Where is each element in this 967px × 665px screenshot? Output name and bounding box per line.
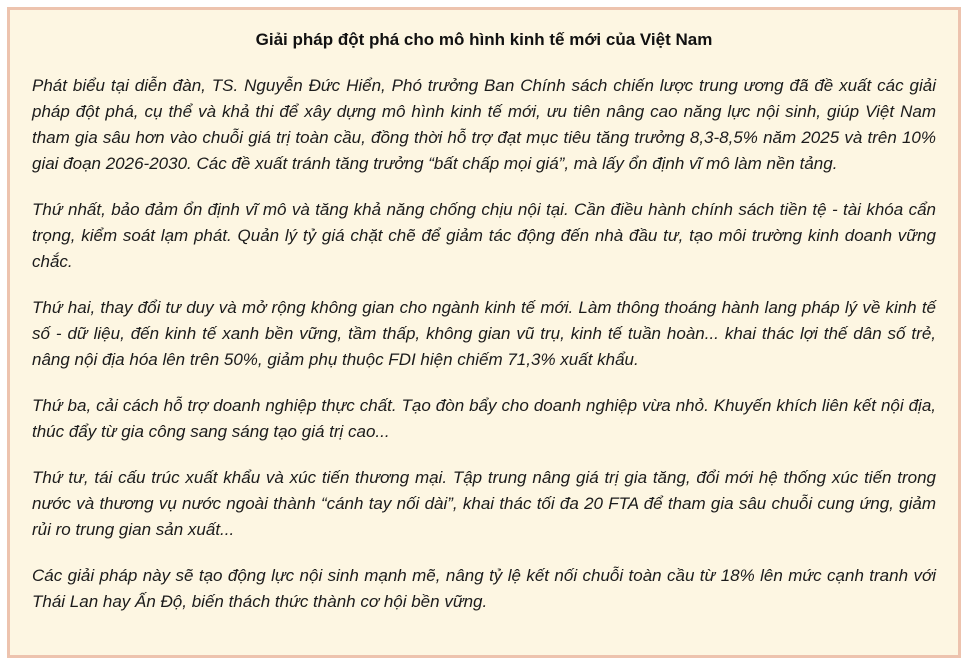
article-paragraph-third-solution: Thứ ba, cải cách hỗ trợ doanh nghiệp thực chất. Tạo đòn bẩy cho doanh nghiệp vừa nhỏ. Khuyến khích liên kết nội địa, thúc đẩy từ gia công sang sáng tạo giá trị cao... <box>32 396 936 441</box>
article-title: Giải pháp đột phá cho mô hình kinh tế mới của Việt Nam <box>255 30 713 49</box>
article-paragraph-conclusion: Các giải pháp này sẽ tạo động lực nội sinh mạnh mẽ, nâng tỷ lệ kết nối chuỗi toàn cầu từ 18% lên mức cạnh tranh với Thái Lan hay Ấn Độ, biến thách thức thành cơ hội bền vững. <box>32 566 936 611</box>
article-paragraph-second-solution: Thứ hai, thay đổi tư duy và mở rộng không gian cho ngành kinh tế mới. Làm thông thoáng hành lang pháp lý về kinh tế số - dữ liệu, đến kinh tế xanh bền vững, tầm thấp, không gian vũ trụ, kinh tế tuần hoàn... khai thác lợi thế dân số trẻ, nâng nội địa hóa lên trên 50%, giảm phụ thuộc FDI hiện chiếm 71,3% xuất khẩu. <box>32 298 936 369</box>
article-panel <box>7 7 961 658</box>
article-paragraph-fourth-solution: Thứ tư, tái cấu trúc xuất khẩu và xúc tiến thương mại. Tập trung nâng giá trị gia tăng, đổi mới hệ thống xúc tiến trong nước và thương vụ nước ngoài thành “cánh tay nối dài”, khai thác tối đa 20 FTA để tham gia sâu chuỗi cung ứng, giảm rủi ro trung gian sản xuất... <box>32 468 936 539</box>
article-paragraph-first-solution: Thứ nhất, bảo đảm ổn định vĩ mô và tăng khả năng chống chịu nội tại. Cần điều hành chính sách tiền tệ - tài khóa cẩn trọng, kiểm soát lạm phát. Quản lý tỷ giá chặt chẽ để giảm tác động đến nhà đầu tư, tạo môi trường kinh doanh vững chắc. <box>32 200 936 271</box>
article-paragraph-intro: Phát biểu tại diễn đàn, TS. Nguyễn Đức Hiển, Phó trưởng Ban Chính sách chiến lược trung ương đã đề xuất các giải pháp đột phá, cụ thể và khả thi để xây dựng mô hình kinh tế mới, ưu tiên nâng cao năng lực nội sinh, giúp Việt Nam tham gia sâu hơn vào chuỗi giá trị toàn cầu, đồng thời hỗ trợ đạt mục tiêu tăng trưởng 8,3-8,5% năm 2025 và trên 10% giai đoạn 2026-2030. Các đề xuất tránh tăng trưởng “bất chấp mọi giá”, mà lấy ổn định vĩ mô làm nền tảng. <box>32 76 936 173</box>
